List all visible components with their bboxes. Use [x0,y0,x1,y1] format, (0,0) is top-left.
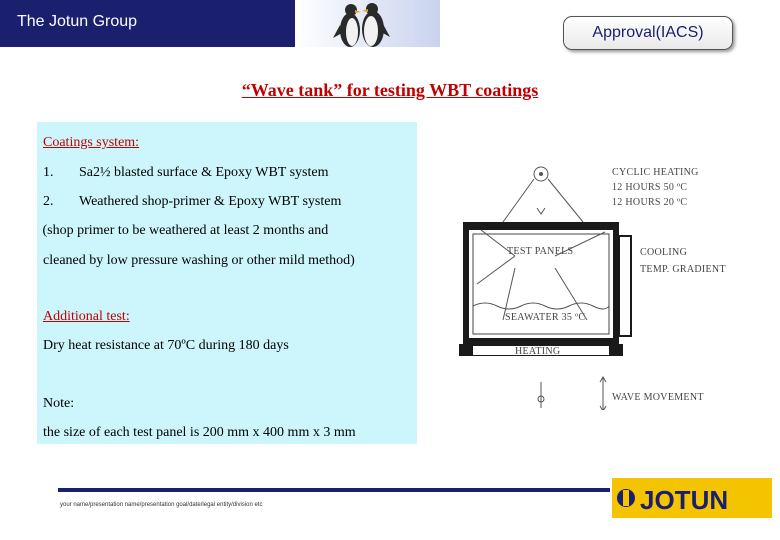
company-name: The Jotun Group [17,13,138,30]
seawater-wave [473,303,609,309]
label-cooling: COOLING [640,247,688,258]
label-wave-movement: WAVE MOVEMENT [612,392,704,403]
label-12h-20c: 12 HOURS 20 ºC [612,197,688,208]
slide-title: “Wave tank” for testing WBT coatings [241,80,539,100]
note-text: the size of each test panel is 200 mm x 400 mm x 3 mm [43,425,356,440]
item-2-number: 2. [43,194,54,209]
coatings-textbox [37,122,417,444]
note-heading: Note: [43,396,75,411]
label-seawater: SEAWATER 35 ºC [505,312,586,323]
shop-primer-note-line2: cleaned by low pressure washing or other mild method) [43,253,355,268]
heat-ray-right [548,179,583,222]
tank-floor [463,338,619,344]
tank-wall-left [463,222,469,344]
label-cyclic-heating: CYCLIC HEATING [612,167,699,178]
logo-text: JOTUN [640,485,729,515]
label-temp-gradient: TEMP. GRADIENT [640,264,726,275]
item-2-text: Weathered shop-primer & Epoxy WBT system [79,194,342,209]
jotun-logo [612,478,772,518]
penguins-illustration [295,0,440,47]
coatings-heading: Coatings system: [43,135,140,150]
tank-lid-left [465,222,617,230]
additional-test-text: Dry heat resistance at 70ºC during 180 days [43,338,289,353]
footer-text: your name/presentation name/presentation goal/date/legal entity/division etc [60,502,263,508]
label-heating: HEATING [515,346,561,357]
cooling-jacket [619,236,631,336]
item-1-text: Sa2½ blasted surface & Epoxy WBT system [79,165,329,180]
wave-tank-diagram [455,160,755,410]
footer-rule [58,488,610,492]
heat-ray-left [503,179,534,222]
header-bar [0,0,295,47]
item-1-number: 1. [43,165,54,180]
label-12h-50c: 12 HOURS 50 ºC [612,182,688,193]
shop-primer-note-line1: (shop primer to be weathered at least 2 months and [39,223,329,238]
penguin-image [295,0,440,47]
approval-iacs-button[interactable]: Approval(IACS) [563,16,733,50]
additional-test-heading: Additional test: [43,309,130,324]
label-test-panels: TEST PANELS [507,246,574,257]
